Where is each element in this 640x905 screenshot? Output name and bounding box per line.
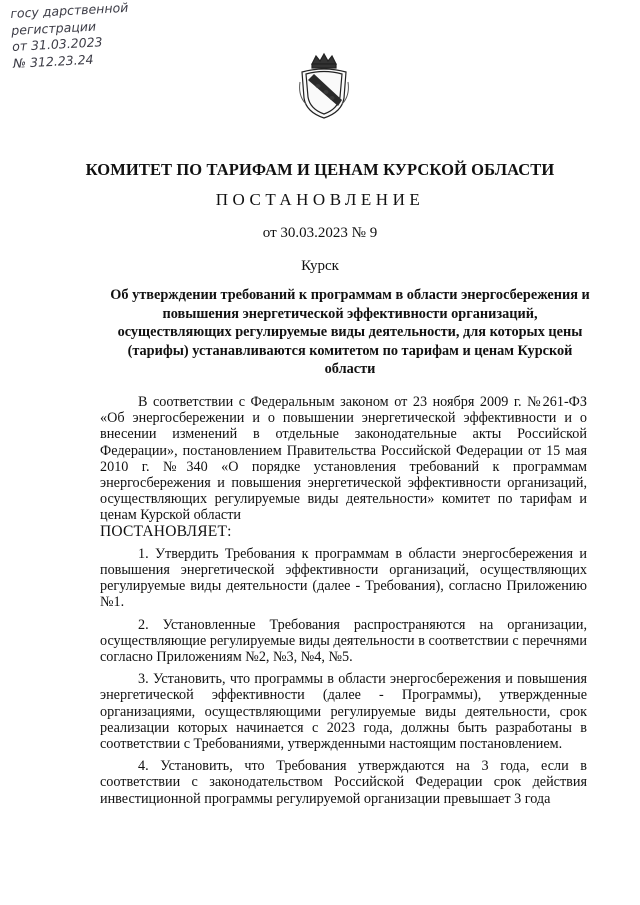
document-type: ПОСТАНОВЛЕНИЕ	[215, 190, 425, 209]
item-4-paragraph: 4. Установить, что Требования утверждаются на 3 года, если в соответствии с законодательством Российской Федерации срок действия инвестиционной программы регулируемой организации превышает 3 года	[100, 758, 587, 807]
document-city: Курск	[301, 258, 339, 274]
registration-note-line: госу дарственной	[10, 0, 129, 21]
intro-paragraph	[100, 394, 587, 524]
registration-note	[10, 0, 163, 72]
item-1-paragraph: 1. Утвердить Требования к программам в области энергосбережения и повышения энергетической эффективности организаций, осуществляющих регулируемые виды деятельности (далее - Требования), согласно Приложению №1.	[100, 545, 587, 611]
document-body	[100, 394, 587, 813]
item-2-paragraph: 2. Установленные Требования распространяются на организации, осуществляющие регулируемые виды деятельности в соответствии с перечнями согласно Приложениям №2, №3, №4, №5.	[100, 616, 587, 666]
item-3-paragraph: 3. Установить, что программы в области энергосбережения и повышения энергетической эффективности (далее - Программы), утвержденные организациями, осуществляющими регулируемые виды деятельности, срок реализации которых начинается с 2023 года, должны быть разработаны в соответствии с Требованиями, утвержденными настоящим постановлением.	[100, 671, 587, 753]
registration-note-line: от 31.03.2023	[11, 34, 103, 54]
intro-text: В соответствии с Федеральным законом от 23 ноября 2009 г. №261-ФЗ «Об энергосбережении и о повышении энергетической эффективности и о внесении изменений в отдельные законодательные акты Российской Федерации», постановлением Правительства Российской Федерации от 15 мая 2010 г. №340 «О порядке установления требований к программам энергосбережения и повышения энергетической эффективности организаций, осуществляющих регулируемые виды деятельности» комитет по тарифам и ценам Курской области	[100, 394, 587, 524]
registration-note-line: регистрации	[10, 18, 97, 38]
committee-title: КОМИТЕТ ПО ТАРИФАМ И ЦЕНАМ КУРСКОЙ ОБЛАСТИ	[85, 160, 555, 179]
document-date-number: от 30.03.2023 № 9	[262, 225, 378, 241]
registration-note-line: № 312.23.24	[12, 51, 94, 71]
coat-of-arms-icon	[298, 52, 350, 120]
document-subject: Об утверждении требований к программам в области энергосбережения и повышения энергетической эффективности организаций, осуществляющих регулируемые виды деятельности, для которых цены (тарифы) устанавливаются комитетом по тарифам и ценам Курской области	[110, 287, 590, 378]
resolution-keyword: ПОСТАНОВЛЯЕТ:	[100, 522, 232, 540]
